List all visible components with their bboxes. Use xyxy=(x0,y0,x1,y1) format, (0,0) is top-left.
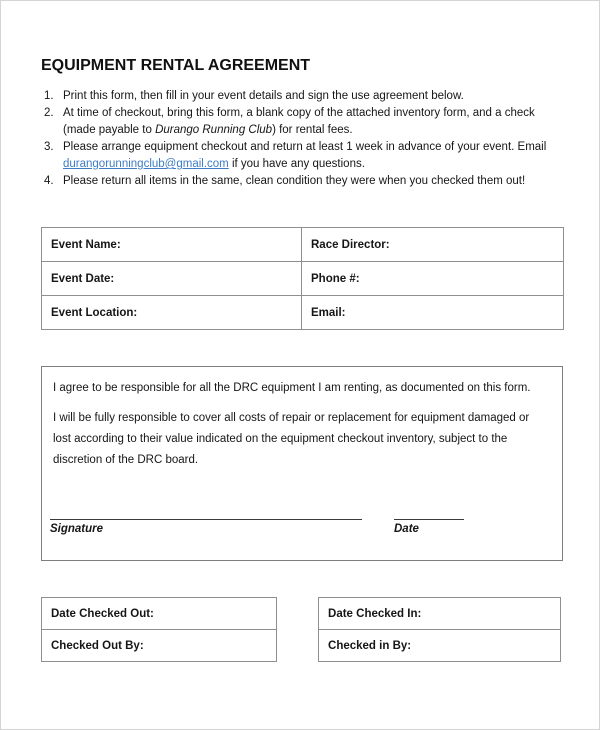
table-row xyxy=(319,598,561,630)
email-link[interactable]: durangorunningclub@gmail.com xyxy=(63,158,229,170)
check-in-out-section xyxy=(41,597,561,662)
email-label: Email: xyxy=(311,306,346,319)
instruction-text-2 xyxy=(63,105,561,139)
list-number-3: 3. xyxy=(44,141,54,153)
list-number-2: 2. xyxy=(44,107,54,119)
instruction-text-1: Print this form, then fill in your event details and sign the use agreement below. xyxy=(63,90,464,102)
event-date-label: Event Date: xyxy=(51,272,115,285)
phone-label: Phone #: xyxy=(311,272,360,285)
checked-out-by-label: Checked Out By: xyxy=(51,639,144,652)
event-info-table xyxy=(41,227,564,330)
event-location-label: Event Location: xyxy=(51,306,138,319)
checked-out-by-cell xyxy=(42,630,277,662)
list-number-1: 1. xyxy=(44,90,54,102)
race-director-cell xyxy=(302,228,564,262)
email-cell xyxy=(302,296,564,330)
event-name-cell xyxy=(42,228,302,262)
club-name-italic: Durango Running Club xyxy=(155,124,273,136)
page-content xyxy=(1,1,599,662)
date-block xyxy=(394,519,464,535)
instruction-text-3 xyxy=(63,139,561,173)
instruction-item-3 xyxy=(41,139,561,173)
signature-label: Signature xyxy=(50,523,104,535)
instruction-text-4: Please return all items in the same, clean condition they were when you checked them out! xyxy=(63,175,526,187)
table-row xyxy=(42,228,564,262)
list-number-4: 4. xyxy=(44,175,54,187)
table-row xyxy=(42,630,277,662)
instruction-item-2 xyxy=(41,105,561,139)
event-location-cell xyxy=(42,296,302,330)
date-label: Date xyxy=(394,523,419,535)
checked-in-by-cell xyxy=(319,630,561,662)
agreement-box xyxy=(41,366,563,561)
race-director-label: Race Director: xyxy=(311,238,390,251)
checkin-table xyxy=(318,597,561,662)
instructions-list xyxy=(41,88,561,190)
agreement-paragraph-1: I agree to be responsible for all the DRC equipment I am renting, as documented on this form. xyxy=(53,382,531,394)
table-row xyxy=(42,262,564,296)
agreement-paragraph-2: I will be fully responsible to cover all costs of repair or replacement for equipment damaged or lost according to their value indicated on the equipment checkout inventory, subject to the discretion of the DRC board. xyxy=(53,412,530,466)
table-row xyxy=(42,598,277,630)
checkout-table xyxy=(41,597,277,662)
instruction-2-before: At time of checkout, bring this form, a blank copy of the attached inventory form, and a check (made payable to xyxy=(63,107,535,136)
document-title: EQUIPMENT RENTAL AGREEMENT xyxy=(41,57,311,74)
date-checked-in-label: Date Checked In: xyxy=(328,607,422,620)
signature-block xyxy=(50,519,362,535)
event-date-cell xyxy=(42,262,302,296)
instruction-2-after: ) for rental fees. xyxy=(272,124,353,136)
date-checked-in-cell xyxy=(319,598,561,630)
date-checked-out-label: Date Checked Out: xyxy=(51,607,154,620)
date-checked-out-cell xyxy=(42,598,277,630)
signature-row xyxy=(50,519,552,535)
table-row xyxy=(319,630,561,662)
table-row xyxy=(42,296,564,330)
instruction-3-after: if you have any questions. xyxy=(228,158,365,170)
instruction-3-before: Please arrange equipment checkout and return at least 1 week in advance of your event. Email xyxy=(63,141,547,153)
checked-in-by-label: Checked in By: xyxy=(328,639,412,652)
phone-cell xyxy=(302,262,564,296)
event-name-label: Event Name: xyxy=(51,238,121,251)
instruction-item-4 xyxy=(41,173,561,190)
instruction-item-1 xyxy=(41,88,561,105)
